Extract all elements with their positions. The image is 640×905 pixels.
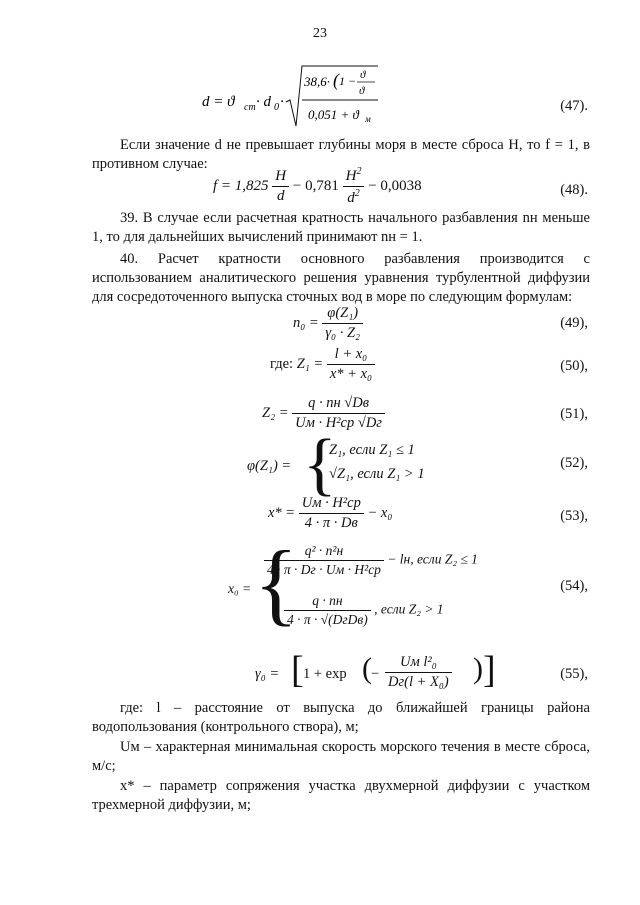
formula-48 bbox=[213, 166, 422, 207]
formula-48-part-b: − 0,781 bbox=[292, 177, 339, 194]
fraction-h2-over-d2: $\frac{H^2}{d^2}$ bbox=[343, 166, 365, 207]
formula-52-case-1: Z₁, если Z₁ ≤ 1 bbox=[329, 442, 415, 458]
formula-55-body: 1 + exp bbox=[303, 666, 347, 682]
formula-48-part-c: − 0,0038 bbox=[368, 177, 422, 194]
formula-49 bbox=[293, 305, 363, 342]
page-number: 23 bbox=[313, 26, 327, 41]
equation-number-55: (55), bbox=[560, 666, 588, 682]
svg-text:· d: · d bbox=[256, 94, 271, 110]
equation-number-49: (49), bbox=[560, 315, 588, 331]
formula-55-paren-right: ) bbox=[473, 652, 483, 685]
formula-51-lhs: Z₂ = bbox=[262, 404, 289, 421]
formula-49-denominator: γ₀ · Z₂ bbox=[325, 325, 361, 341]
formula-53-denominator: 4 · π · Dв bbox=[304, 515, 358, 531]
formula-54-case1-denominator: 4 · π · Dг · Uм · H²ср bbox=[267, 562, 381, 577]
formula-54-case2-numerator: q · nн bbox=[284, 593, 371, 611]
formula-52-lhs: φ(Z₁) = bbox=[247, 458, 292, 474]
equation-number-51: (51), bbox=[560, 406, 588, 422]
formula-50-denominator: x* + x₀ bbox=[329, 366, 373, 382]
equation-number-47: (47). bbox=[560, 98, 588, 114]
fraction-h-over-d: $\frac{H}{d}$ bbox=[272, 168, 289, 205]
formula-54-brace: { bbox=[254, 532, 299, 634]
formula-55-denominator: Dг(l + X₀) bbox=[388, 674, 449, 690]
formula-54-lhs: x₀ = bbox=[228, 581, 252, 596]
formula-50 bbox=[270, 346, 375, 383]
svg-text:d = ϑ: d = ϑ bbox=[202, 94, 235, 110]
formula-53-numerator: Uм · H²ср bbox=[299, 495, 364, 514]
svg-text:0: 0 bbox=[274, 102, 279, 113]
paragraph-40: 40. Расчет кратности основного разбавления производится с использованием аналитического решения уравнения турбулентной диффузии для сосредоточенного выпуска сточных вод в море по следующим формулам: bbox=[92, 251, 590, 305]
formula-53 bbox=[268, 495, 392, 532]
svg-text:38,6·: 38,6· bbox=[304, 74, 330, 89]
formula-54-case1-tail: − lн, если Z₂ ≤ 1 bbox=[387, 551, 478, 567]
formula-55-paren-left: ( bbox=[362, 652, 372, 685]
paragraph-depth-condition: Если значение d не превышает глубины моря в месте сброса H, то f = 1, в противном случае: bbox=[92, 137, 590, 172]
paragraph-definition-l: где: l – расстояние от выпуска до ближайшей границы района водопользования (контрольного створа), м; bbox=[92, 700, 590, 735]
formula-53-tail: − x₀ bbox=[367, 504, 393, 521]
equation-number-50: (50), bbox=[560, 358, 588, 374]
svg-text:1 −: 1 − bbox=[339, 74, 357, 88]
formula-54-case2-denominator: 4 · π · √(DгDв) bbox=[287, 612, 368, 627]
formula-52-case-2: √Z₁, если Z₁ > 1 bbox=[329, 466, 425, 482]
formula-54-case1-numerator: q² · n²н bbox=[264, 543, 384, 561]
formula-55-right-bracket: ] bbox=[483, 649, 496, 691]
formula-48-part-a: f = 1,825 bbox=[213, 177, 269, 194]
paragraph-definition-um: Uм – характерная минимальная скорость морского течения в месте сброса, м/с; bbox=[92, 739, 590, 774]
svg-text:ϑ: ϑ bbox=[360, 69, 366, 81]
equation-number-54: (54), bbox=[560, 578, 588, 594]
formula-55-numerator: Uм l²₀ bbox=[385, 654, 452, 673]
paragraph-definition-xstar: x* – параметр сопряжения участка двухмерной диффузии с участком трехмерной диффузии, м; bbox=[92, 778, 590, 813]
svg-text:0,051 + ϑ: 0,051 + ϑ bbox=[308, 107, 359, 122]
formula-51-denominator: Uм · H²ср √Dг bbox=[295, 415, 382, 431]
svg-text:ϑ: ϑ bbox=[359, 85, 365, 97]
equation-number-48: (48). bbox=[560, 182, 588, 198]
formula-55-lhs: γ₀ = bbox=[255, 666, 280, 682]
svg-text:·: · bbox=[280, 94, 284, 110]
formula-49-numerator: φ(Z₁) bbox=[322, 305, 363, 324]
equation-number-53: (53), bbox=[560, 508, 588, 524]
svg-text:м: м bbox=[365, 114, 371, 124]
formula-55-minus: − bbox=[371, 666, 380, 682]
formula-50-lead: где: bbox=[270, 355, 294, 372]
formula-51-numerator: q · nн √Dв bbox=[292, 395, 385, 414]
formula-55-left-bracket: [ bbox=[291, 649, 304, 691]
paragraph-39: 39. В случае если расчетная кратность начального разбавления nн меньше 1, то для дальнейших вычислений принимают nн = 1. bbox=[92, 210, 590, 245]
equation-number-52: (52), bbox=[560, 455, 588, 471]
formula-53-lhs: x* = bbox=[268, 504, 296, 521]
formula-52-brace: { bbox=[303, 426, 337, 503]
svg-text:(: ( bbox=[333, 70, 339, 90]
formula-47-graphic bbox=[200, 64, 380, 132]
formula-54-case2-tail: , если Z₂ > 1 bbox=[374, 601, 444, 617]
formula-50-numerator: l + x₀ bbox=[327, 346, 375, 365]
formula-49-lhs: n₀ = bbox=[293, 314, 319, 331]
svg-text:ст: ст bbox=[244, 102, 256, 113]
formula-50-lhs: Z₁ = bbox=[296, 355, 324, 372]
